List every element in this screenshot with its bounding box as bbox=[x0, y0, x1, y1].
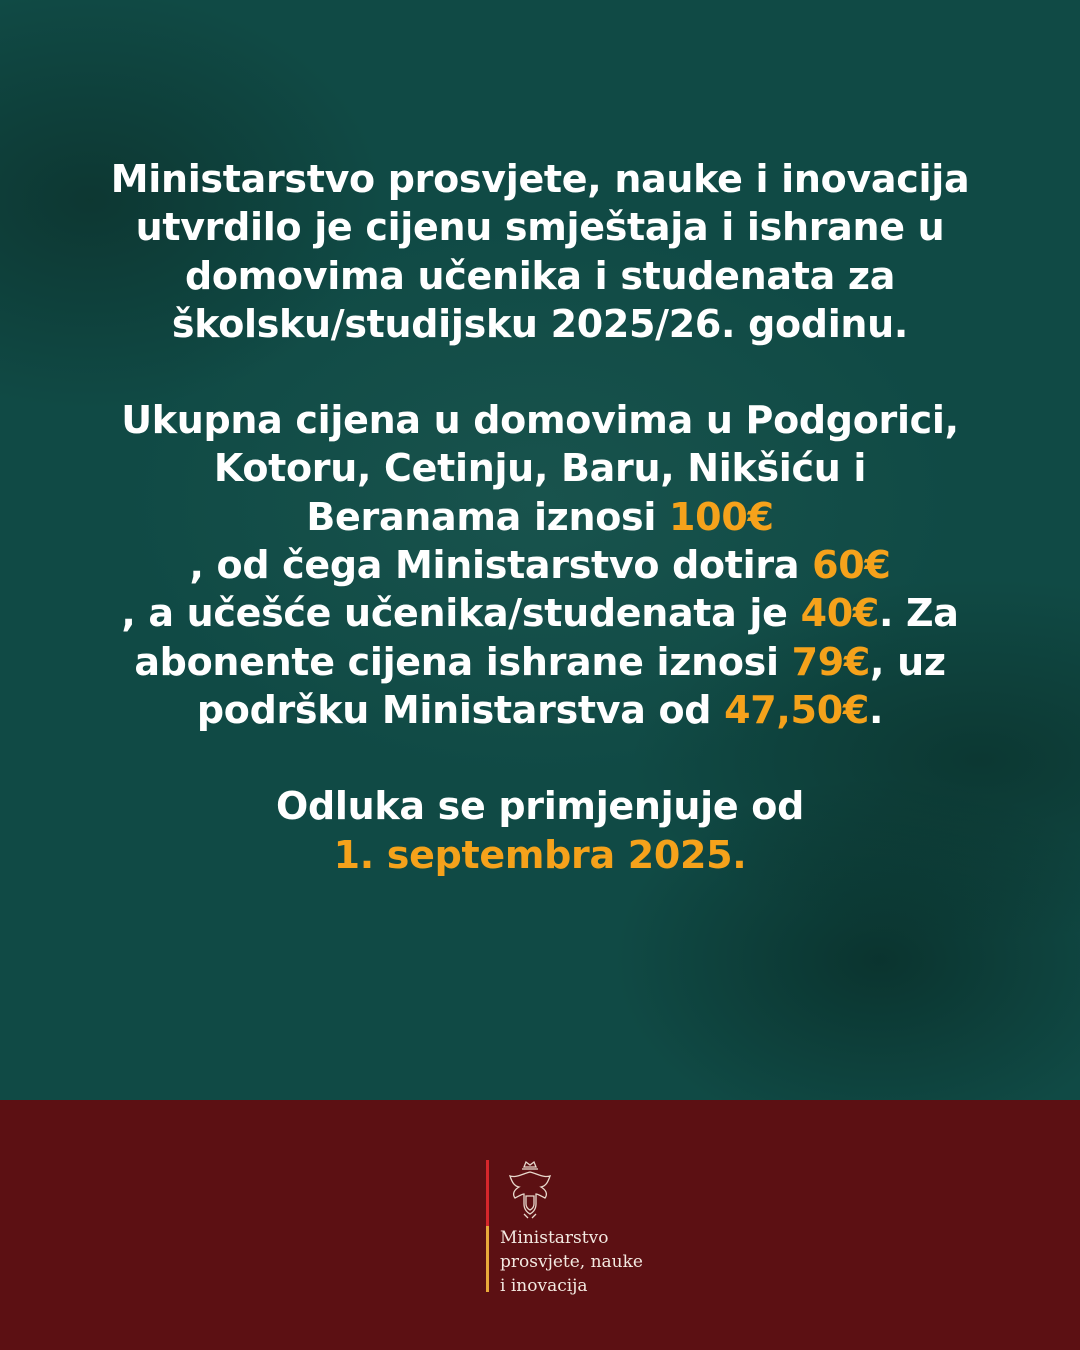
price-subsidy: 60€ bbox=[812, 543, 891, 588]
ministry-name bbox=[500, 1226, 643, 1298]
price-food-support: 47,50€ bbox=[724, 687, 869, 732]
prices-paragraph bbox=[110, 396, 970, 734]
intro-paragraph: Ministarstvo prosvjete, nauke i inovacija utvrdilo je cijenu smještaja i ishrane u domovima učenika i studenata za školsku/studijsku 2025/26. godinu. bbox=[110, 157, 970, 346]
effective-text: Odluka se primjenjuje od bbox=[276, 784, 804, 829]
ministry-logo bbox=[486, 1160, 706, 1300]
price-share: 40€ bbox=[800, 591, 879, 636]
price-total: 100€ bbox=[669, 494, 774, 539]
ministry-name-line-1: Ministarstvo bbox=[500, 1228, 609, 1248]
price-food: 79€ bbox=[791, 639, 871, 684]
logo-bar-red bbox=[486, 1160, 489, 1226]
effective-date-paragraph bbox=[110, 782, 970, 879]
prices-text-4: . Za abonente cijena ishrane iznosi bbox=[134, 591, 959, 684]
prices-text-2: , od čega Ministarstvo dotira bbox=[189, 543, 813, 588]
announcement-text bbox=[110, 155, 970, 879]
ministry-name-line-3: i inovacija bbox=[500, 1276, 588, 1296]
ministry-name-line-2: prosvjete, nauke bbox=[500, 1252, 643, 1272]
prices-text-3: , a učešće učenika/studenata je bbox=[121, 591, 801, 636]
logo-bar-gold bbox=[486, 1226, 489, 1292]
prices-text-1: Ukupna cijena u domovima u Podgorici, Kotoru, Cetinju, Baru, Nikšiću i Beranama iznosi bbox=[121, 398, 959, 539]
prices-text-6: . bbox=[868, 687, 884, 732]
effective-date: 1. septembra 2025. bbox=[333, 832, 747, 877]
coat-of-arms-icon bbox=[502, 1160, 558, 1220]
prices-text-5: , uz podršku Ministarstva od bbox=[196, 639, 946, 732]
